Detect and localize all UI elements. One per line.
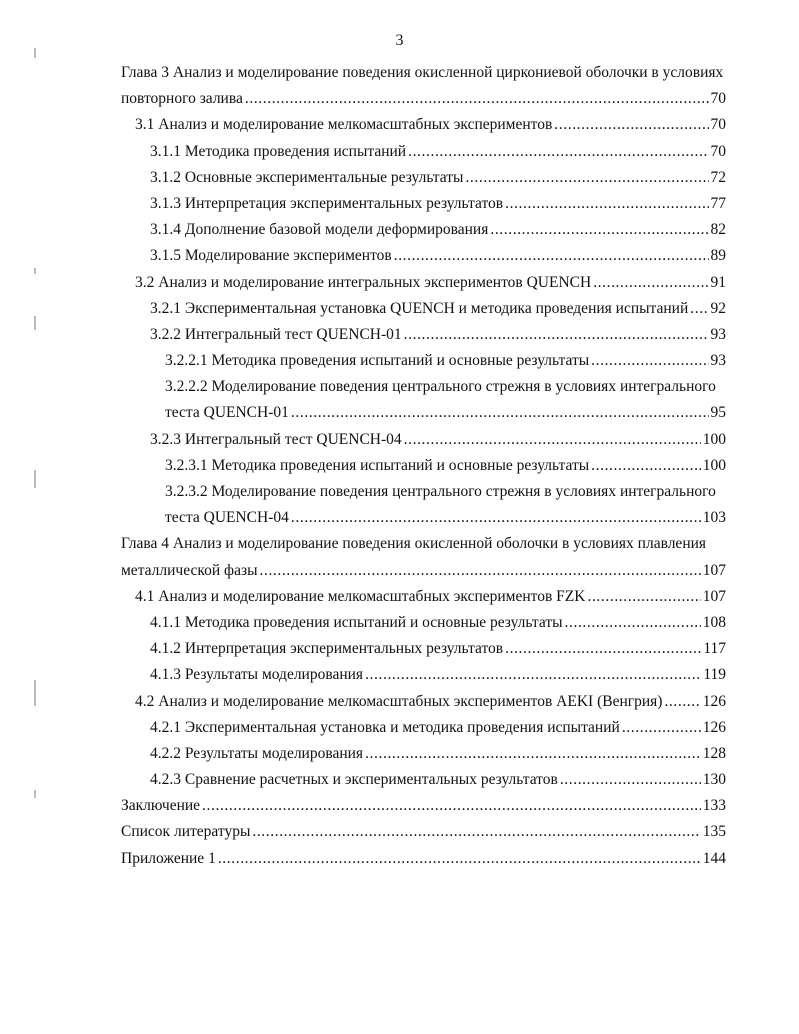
toc-leader-dots	[394, 243, 709, 269]
toc-page-number: 128	[702, 744, 726, 762]
toc-page-number: 70	[710, 90, 726, 108]
toc-page-number: 70	[710, 142, 726, 160]
toc-leader-dots	[560, 767, 701, 793]
margin-mark	[34, 790, 36, 798]
toc-page-number: 126	[702, 692, 726, 710]
toc-entry	[121, 819, 726, 845]
toc-entry-title: Приложение 1	[121, 849, 216, 867]
toc-entry	[121, 348, 726, 374]
toc-page-number: 100	[702, 456, 726, 474]
toc-entry-title: 3.1.4 Дополнение базовой модели деформирования	[150, 221, 489, 239]
toc-entry-title: повторного залива	[121, 90, 243, 108]
toc-entry-title: 3.2.3 Интегральный тест QUENCH-04	[150, 430, 402, 448]
toc-page-number: 107	[702, 561, 726, 579]
toc-entry-title: 4.2.3 Сравнение расчетных и экспериментальных результатов	[150, 771, 558, 789]
toc-leader-dots	[218, 846, 701, 872]
toc-entry-title: 3.2.1 Экспериментальная установка QUENCH и методика проведения испытаний	[150, 299, 689, 317]
toc-entry	[121, 296, 726, 322]
toc-page-number: 89	[710, 247, 726, 265]
margin-mark	[34, 316, 36, 330]
toc-page-number: 93	[710, 325, 726, 343]
toc-entry-title: 3.1.5 Моделирование экспериментов	[150, 247, 392, 265]
toc-page-number: 108	[702, 613, 726, 631]
toc-leader-dots	[260, 558, 701, 584]
toc-entry	[121, 322, 726, 348]
toc-leader-dots	[505, 191, 708, 217]
toc-entry-title: 3.1 Анализ и моделирование мелкомасштабных экспериментов	[135, 116, 553, 134]
toc-entry-title: теста QUENCH-04	[165, 509, 289, 527]
margin-mark	[34, 48, 36, 58]
toc-entry	[121, 584, 726, 610]
toc-entry-title: 4.2 Анализ и моделирование мелкомасштабных экспериментов AEKI (Венгрия)	[135, 692, 663, 710]
toc-page-number: 107	[702, 587, 726, 605]
toc-entry	[121, 793, 726, 819]
toc-page-number: 92	[710, 299, 726, 317]
toc-page-number: 144	[702, 849, 726, 867]
table-of-contents	[121, 60, 726, 872]
toc-entry-title: 3.2.2 Интегральный тест QUENCH-01	[150, 325, 402, 343]
toc-leader-dots	[664, 689, 700, 715]
toc-entry-title-line: Глава 3 Анализ и моделирование поведения окисленной циркониевой оболочки в условиях	[121, 64, 724, 81]
toc-leader-dots	[505, 636, 701, 662]
toc-entry	[121, 374, 726, 426]
toc-page-number: 91	[710, 273, 726, 291]
toc-leader-dots	[690, 296, 708, 322]
toc-entry-title: 3.2.3.1 Методика проведения испытаний и основные результаты	[165, 456, 590, 474]
toc-leader-dots	[587, 584, 700, 610]
toc-leader-dots	[565, 610, 701, 636]
toc-entry-title: Заключение	[121, 797, 201, 815]
margin-mark	[34, 470, 36, 488]
toc-leader-dots	[404, 427, 701, 453]
toc-entry-title-line: Глава 4 Анализ и моделирование поведения окисленной оболочки в условиях плавления	[121, 535, 707, 553]
margin-mark	[34, 680, 36, 706]
toc-entry	[121, 689, 726, 715]
toc-entry-title: Список литературы	[121, 823, 251, 841]
toc-page-number: 103	[702, 509, 726, 527]
toc-leader-dots	[465, 165, 708, 191]
toc-leader-dots	[202, 793, 701, 819]
toc-entry	[121, 243, 726, 269]
toc-entry	[121, 139, 726, 165]
toc-entry	[121, 60, 726, 112]
margin-mark	[34, 268, 36, 274]
toc-page-number: 77	[710, 194, 726, 212]
toc-entry	[121, 531, 726, 583]
toc-entry-title: 4.1.3 Результаты моделирования	[150, 666, 364, 684]
toc-leader-dots	[554, 112, 708, 138]
toc-entry-title: 3.1.2 Основные экспериментальные результаты	[150, 168, 464, 186]
toc-leader-dots	[365, 662, 701, 688]
toc-entry-title-line: 3.2.3.2 Моделирование поведения центрального стрежня в условиях интегрального	[165, 483, 716, 500]
toc-leader-dots	[365, 741, 701, 767]
toc-leader-dots	[622, 715, 701, 741]
toc-page-number: 95	[710, 404, 726, 422]
toc-entry-title-line: 3.2.2.2 Моделирование поведения центрального стрежня в условиях интегрального	[165, 378, 716, 396]
toc-entry	[121, 165, 726, 191]
toc-leader-dots	[591, 348, 708, 374]
toc-page-number: 82	[710, 221, 726, 239]
toc-entry-title: 3.2 Анализ и моделирование интегральных экспериментов QUENCH	[135, 273, 592, 291]
toc-entry-title: 3.1.3 Интерпретация экспериментальных результатов	[150, 194, 504, 212]
toc-entry-title: 4.1.1 Методика проведения испытаний и основные результаты	[150, 613, 563, 631]
toc-page-number: 119	[703, 666, 726, 684]
toc-entry	[121, 662, 726, 688]
toc-page-number: 70	[710, 116, 726, 134]
toc-leader-dots	[252, 819, 700, 845]
toc-leader-dots	[591, 453, 701, 479]
toc-page-number: 117	[703, 640, 726, 658]
toc-entry-title: 4.1.2 Интерпретация экспериментальных результатов	[150, 640, 504, 658]
toc-entry-title: 3.1.1 Методика проведения испытаний	[150, 142, 407, 160]
toc-entry	[121, 715, 726, 741]
toc-leader-dots	[245, 86, 709, 112]
toc-entry-title: 4.2.1 Экспериментальная установка и методика проведения испытаний	[150, 718, 620, 736]
toc-entry	[121, 191, 726, 217]
toc-page-number: 126	[702, 718, 726, 736]
toc-entry	[121, 453, 726, 479]
toc-leader-dots	[291, 400, 709, 426]
toc-entry	[121, 767, 726, 793]
toc-entry	[121, 427, 726, 453]
toc-entry	[121, 217, 726, 243]
toc-leader-dots	[408, 139, 708, 165]
toc-entry	[121, 270, 726, 296]
toc-leader-dots	[404, 322, 709, 348]
toc-page-number: 93	[710, 352, 726, 370]
toc-leader-dots	[593, 270, 708, 296]
toc-entry-title: теста QUENCH-01	[165, 404, 289, 422]
toc-entry	[121, 636, 726, 662]
toc-page-number: 100	[702, 430, 726, 448]
toc-entry	[121, 112, 726, 138]
toc-leader-dots	[291, 505, 701, 531]
page-number: 3	[395, 32, 404, 49]
toc-entry-title: 3.2.2.1 Методика проведения испытаний и основные результаты	[165, 352, 590, 370]
toc-leader-dots	[490, 217, 708, 243]
toc-entry-title: 4.1 Анализ и моделирование мелкомасштабных экспериментов FZK	[135, 587, 586, 605]
toc-entry	[121, 846, 726, 872]
toc-page-number: 72	[710, 168, 726, 186]
toc-entry-title: 4.2.2 Результаты моделирования	[150, 744, 364, 762]
toc-entry-title: металлической фазы	[121, 561, 258, 579]
toc-page-number: 130	[702, 771, 726, 789]
toc-page-number: 133	[702, 797, 726, 815]
toc-page-number: 135	[702, 823, 726, 841]
toc-entry	[121, 741, 726, 767]
toc-entry	[121, 479, 726, 531]
toc-entry	[121, 610, 726, 636]
